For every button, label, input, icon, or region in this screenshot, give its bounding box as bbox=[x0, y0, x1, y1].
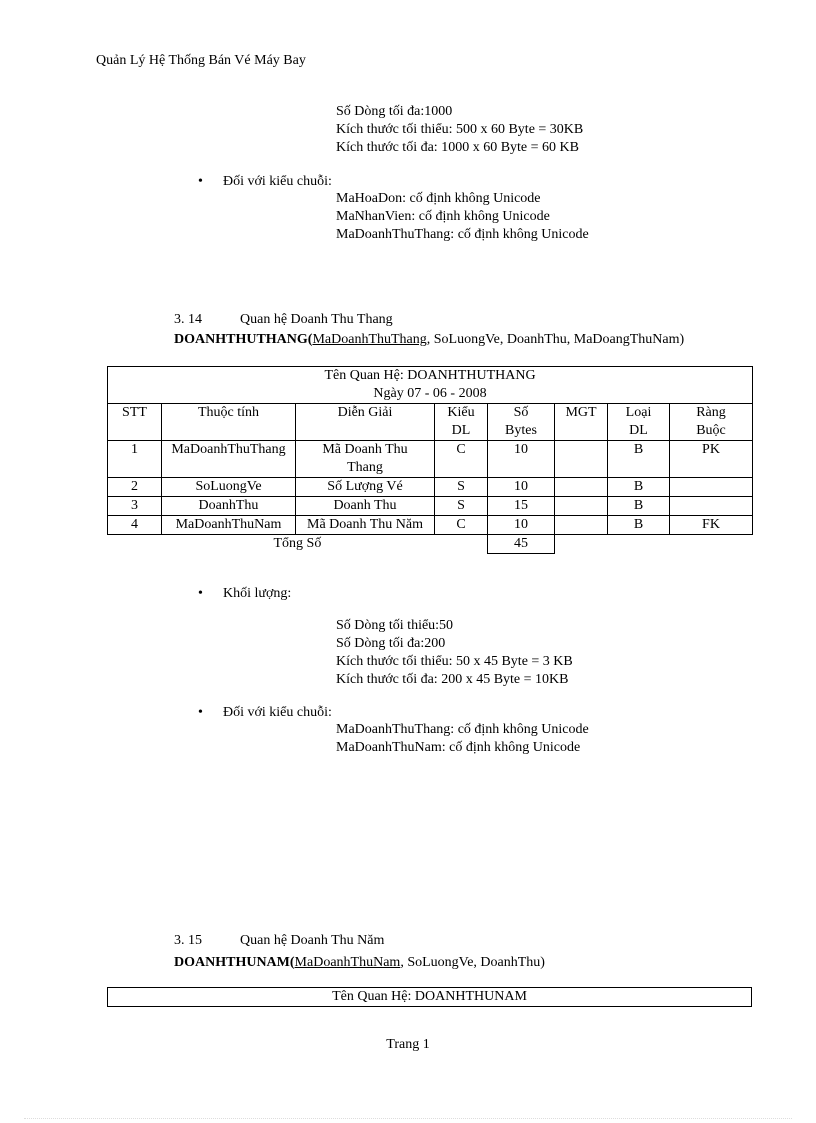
bullet-icon: • bbox=[198, 586, 203, 601]
cell-attribute: DoanhThu bbox=[162, 497, 296, 516]
section-number: 3. 15 bbox=[174, 933, 202, 948]
table-title-row bbox=[108, 988, 752, 1007]
page-header: Quản Lý Hệ Thống Bán Vé Máy Bay bbox=[96, 53, 306, 68]
text-line: Kích thước tối thiểu: 50 x 45 Byte = 3 KB bbox=[336, 654, 573, 669]
relation-table-doanhthunam bbox=[107, 987, 752, 1007]
string-types-bullet-1 bbox=[198, 173, 332, 191]
cell-type: S bbox=[435, 497, 488, 516]
volume-list bbox=[336, 617, 573, 689]
cell-bytes: 10 bbox=[488, 478, 555, 497]
text-line: Kích thước tối thiểu: 500 x 60 Byte = 30KB bbox=[336, 122, 584, 137]
header-text: Loại bbox=[625, 405, 652, 420]
table-title-cell bbox=[108, 367, 753, 404]
cell-text: Thang bbox=[347, 460, 383, 475]
cell-kind: B bbox=[608, 478, 670, 497]
header-text: Buộc bbox=[696, 423, 726, 438]
cell-attribute: MaDoanhThuNam bbox=[162, 516, 296, 535]
cell-stt: 4 bbox=[108, 516, 162, 535]
page-footer: Trang 1 bbox=[386, 1037, 430, 1052]
header-text: Kiểu bbox=[447, 405, 475, 420]
section-heading-3-15 bbox=[174, 932, 384, 950]
cell-kind: B bbox=[608, 516, 670, 535]
cell-type: C bbox=[435, 516, 488, 535]
header-attribute: Thuộc tính bbox=[162, 404, 296, 441]
header-text: Ràng bbox=[696, 405, 726, 420]
header-constraint bbox=[670, 404, 753, 441]
cell-mgt bbox=[555, 478, 608, 497]
header-text: DL bbox=[629, 423, 648, 438]
cell-type: S bbox=[435, 478, 488, 497]
cell-constraint bbox=[670, 478, 753, 497]
header-kind bbox=[608, 404, 670, 441]
section-heading-3-14 bbox=[174, 311, 393, 329]
relation-attributes: , SoLuongVe, DoanhThu, MaDoangThuNam) bbox=[426, 332, 685, 347]
text-line: Số Dòng tối thiểu:50 bbox=[336, 618, 454, 633]
section-title: Quan hệ Doanh Thu Thang bbox=[240, 312, 393, 327]
table-total-row bbox=[108, 535, 753, 554]
header-data-type bbox=[435, 404, 488, 441]
text-line: MaDoanhThuNam: cố định không Unicode bbox=[336, 740, 581, 755]
cell-constraint: PK bbox=[670, 441, 753, 478]
relation-schema-3-14 bbox=[174, 331, 684, 349]
relation-table-doanhthuthang bbox=[107, 366, 753, 554]
total-label: Tổng Số bbox=[273, 536, 322, 551]
cell-constraint: FK bbox=[670, 516, 753, 535]
text-line: Số Dòng tối đa:200 bbox=[336, 636, 446, 651]
cell-description bbox=[296, 441, 435, 478]
cell-stt: 3 bbox=[108, 497, 162, 516]
cell-constraint bbox=[670, 497, 753, 516]
cell-attribute: SoLuongVe bbox=[162, 478, 296, 497]
cell-description: Mã Doanh Thu Năm bbox=[296, 516, 435, 535]
text-line: MaDoanhThuThang: cố định không Unicode bbox=[336, 722, 589, 737]
header-text: Số bbox=[513, 405, 529, 420]
table-title: Tên Quan Hệ: DOANHTHUTHANG bbox=[324, 368, 536, 383]
table-row bbox=[108, 497, 753, 516]
relation-key: MaDoanhThuThang bbox=[312, 332, 427, 347]
section-number: 3. 14 bbox=[174, 312, 202, 327]
string-types-list-2 bbox=[336, 721, 589, 757]
cell-bytes: 10 bbox=[488, 441, 555, 478]
header-mgt: MGT bbox=[555, 404, 608, 441]
table-row bbox=[108, 441, 753, 478]
cell-text: Mã Doanh Thu bbox=[322, 442, 408, 457]
cell-mgt bbox=[555, 516, 608, 535]
bullet-icon: • bbox=[198, 705, 203, 720]
total-value: 45 bbox=[488, 535, 555, 554]
cell-stt: 1 bbox=[108, 441, 162, 478]
text-line: Kích thước tối đa: 200 x 45 Byte = 10KB bbox=[336, 672, 569, 687]
header-stt: STT bbox=[108, 404, 162, 441]
relation-attributes: , SoLuongVe, DoanhThu) bbox=[400, 955, 545, 970]
header-bytes bbox=[488, 404, 555, 441]
table-date: Ngày 07 - 06 - 2008 bbox=[373, 386, 487, 401]
cell-mgt bbox=[555, 441, 608, 478]
text-line: Số Dòng tối đa:1000 bbox=[336, 104, 453, 119]
text-line: MaHoaDon: cố định không Unicode bbox=[336, 191, 541, 206]
max-rows-block bbox=[336, 103, 583, 157]
table-header-row bbox=[108, 404, 753, 441]
bullet-label: Đối với kiểu chuỗi: bbox=[223, 705, 332, 720]
table-row bbox=[108, 478, 753, 497]
string-types-list-1 bbox=[336, 190, 589, 244]
relation-name: DOANHTHUTHANG( bbox=[174, 332, 313, 347]
cell-kind: B bbox=[608, 441, 670, 478]
string-types-bullet-2 bbox=[198, 704, 332, 722]
table-title-row bbox=[108, 367, 753, 404]
header-text: Bytes bbox=[505, 423, 537, 438]
relation-schema-3-15 bbox=[174, 954, 545, 972]
cell-description: Số Lượng Vé bbox=[296, 478, 435, 497]
header-text: DL bbox=[451, 423, 471, 438]
total-spacer bbox=[555, 535, 753, 554]
header-description: Diễn Giải bbox=[296, 404, 435, 441]
cell-mgt bbox=[555, 497, 608, 516]
cell-bytes: 10 bbox=[488, 516, 555, 535]
cell-type: C bbox=[435, 441, 488, 478]
bullet-label: Khối lượng: bbox=[223, 586, 292, 601]
table-title: Tên Quan Hệ: DOANHTHUNAM bbox=[108, 988, 752, 1007]
relation-name: DOANHTHUNAM( bbox=[174, 955, 295, 970]
bullet-label: Đối với kiểu chuỗi: bbox=[223, 174, 332, 189]
volume-bullet bbox=[198, 585, 291, 603]
bullet-icon: • bbox=[198, 174, 203, 189]
text-line: Kích thước tối đa: 1000 x 60 Byte = 60 KB bbox=[336, 140, 579, 155]
relation-key: MaDoanhThuNam bbox=[294, 955, 401, 970]
text-line: MaDoanhThuThang: cố định không Unicode bbox=[336, 227, 589, 242]
cell-bytes: 15 bbox=[488, 497, 555, 516]
cell-kind: B bbox=[608, 497, 670, 516]
section-title: Quan hệ Doanh Thu Năm bbox=[240, 933, 385, 948]
cell-description: Doanh Thu bbox=[296, 497, 435, 516]
cell-stt: 2 bbox=[108, 478, 162, 497]
cell-attribute: MaDoanhThuThang bbox=[162, 441, 296, 478]
text-line: MaNhanVien: cố định không Unicode bbox=[336, 209, 550, 224]
page-bottom-divider bbox=[24, 1118, 792, 1119]
table-row bbox=[108, 516, 753, 535]
